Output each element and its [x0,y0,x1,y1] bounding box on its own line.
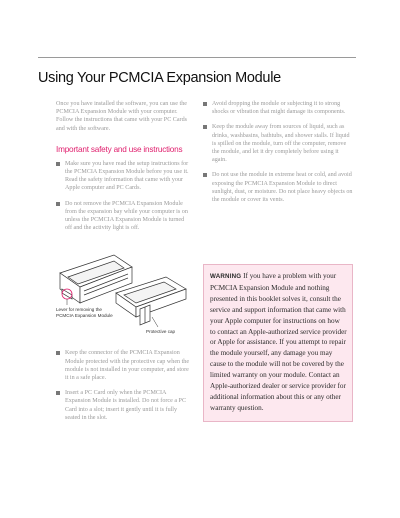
lever-label: Lever for removing the PCMCIA Expansion Module [56,307,113,319]
module-figure [54,233,194,345]
bullet-icon [203,102,207,106]
list-item: Avoid dropping the module or subjecting it to strong shocks or vibration that might damage its components. [203,100,353,116]
list-item: Keep the module away from sources of liquid, such as drinks, washbasins, bathtubs, and shower stalls. If liquid is spilled on the module, turn off the computer, remove the module, and let it dry completely before using it again. [203,123,353,164]
cap-label: Protective cap [146,329,176,335]
safety-heading: Important safety and use instructions [56,144,183,154]
safety-list-bottom [56,349,192,422]
list-item: Do not use the module in extreme heat or cold, and avoid exposing the PCMCIA Expansion Module to direct sunlight, dust, or moisture. Do not place heavy objects on the module or cover its vents. [203,171,353,204]
intro-paragraph: Once you have installed the software, you can use the PCMCIA Expansion Module with your computer. Follow the instructions that came with your PC Cards and with the software. [56,101,188,132]
page-title: Using Your PCMCIA Expansion Module [38,70,281,86]
list-item: Make sure you have read the setup instructions for the PCMCIA Expansion Module before you use it. Read the safety information that came with your Apple computer and PC Cards. [56,160,192,193]
right-column [203,100,353,211]
bullet-icon [56,202,60,206]
top-rule [38,57,356,58]
list-item: Insert a PC Card only when the PCMCIA Expansion Module is installed. Do not force a PC Card into a slot; insert it gently until it is fully seated in the slot. [56,389,192,422]
warning-text: If you have a problem with your PCMCIA Expansion Module and nothing presented in this booklet solves it, consult the service and support information that came with your Apple computer for instructions on how to contact an Apple-authorized service provider or Apple for assistance. If you attempt to repair the module yourself, any damage you may cause to the module will not be covered by the limited warranty on your module. Contact an Apple-authorized dealer or service provider for additional information about this or any other warranty question. [210,272,347,412]
bullet-icon [203,173,207,177]
list-item: Keep the connector of the PCMCIA Expansion Module protected with the protective cap when the module is not installed in your computer, and store it in a safe place. [56,349,192,382]
bullet-icon [56,351,60,355]
safety-list-right [203,100,353,204]
warning-label: WARNING [210,273,242,280]
bullet-icon [56,162,60,166]
bullet-icon [56,391,60,395]
bullet-icon [203,125,207,129]
warning-box [203,264,353,422]
left-column [56,100,192,429]
list-item: Do not remove the PCMCIA Expansion Module from the expansion bay while your computer is on unless the PCMCIA Expansion Module is turned off and the activity light is off. [56,200,192,233]
safety-list-top [56,160,192,233]
